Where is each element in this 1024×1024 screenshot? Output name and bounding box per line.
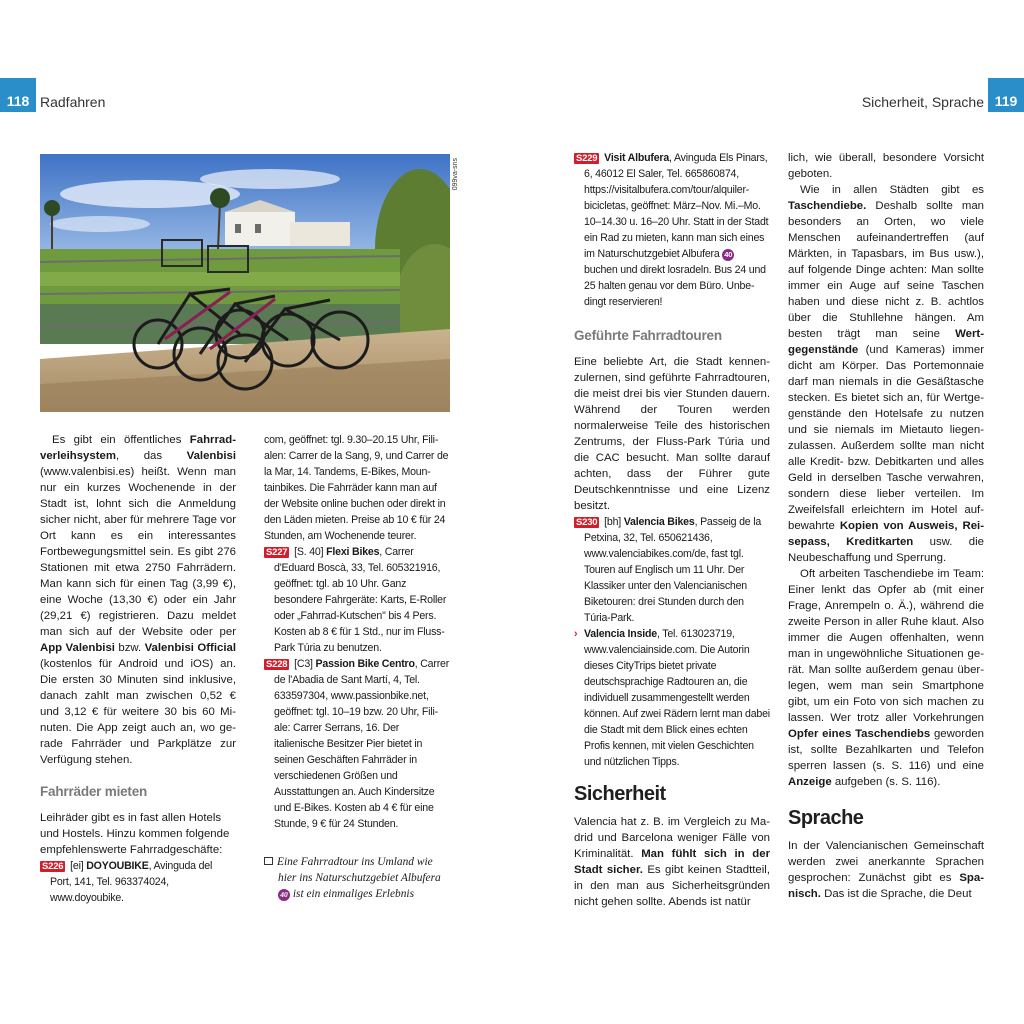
chevron-right-icon: › — [574, 628, 578, 640]
listing-tag: S230 — [576, 517, 598, 528]
text: [S. 40] — [291, 546, 327, 558]
heading-sprache: Sprache — [788, 807, 864, 829]
text: , Avinguda Els Pinars, 6, 46012 El Saler, Tel. 665860874, https://visitalbufera.com/tour/alquiler-bicicletas, geöffnet: März–Nov. Mi.–Mo. 10–14.30 u. 16–20 Uhr. Statt in der Stadt ein Rad zu mieten, kann man sich eines im Naturschutzgebiet Albufera — [584, 152, 769, 260]
paragraph-touren: Eine beliebte Art, die Stadt kennenzulernen, sind geführte Fahrradtouren, die meist drei bis vier Stunden dauern. Während der Touren werden normalerweise Teile des historischen Zentrums, der Fluss-Park Túria und die CAC besucht. Man sollte darauf achten, dass der Führer gute Deutschkenntnisse und eine Lizenz besitzt. — [574, 356, 770, 512]
listing-valencia-inside — [574, 626, 770, 770]
listing-tag: S227 — [266, 547, 288, 558]
map-reference-badge: 40 — [278, 889, 290, 901]
text: ist ein einmaliges Erlebnis — [290, 888, 415, 900]
column-1 — [40, 432, 236, 906]
page-number-text: 118 — [6, 93, 30, 109]
camera-icon — [264, 857, 273, 865]
running-head-right: Sicherheit, Sprache — [861, 94, 984, 110]
text-bold: Fahrradverleihsystem — [40, 434, 236, 462]
listing-227 — [264, 544, 450, 656]
listing-name: Valencia Bikes — [623, 516, 695, 528]
paragraph-taschendiebe — [788, 182, 984, 566]
text: , Avinguda del Port, 141, Tel. 963374024, www.doyoubike. — [50, 860, 213, 904]
page-number-right — [988, 78, 1024, 112]
text: buchen und direkt losradeln. Bus 24 und 25 halten genau vor dem Büro. Unbedingt reservieren! — [584, 264, 766, 308]
text: , Carrer d'Eduard Boscà, 33, Tel. 605321916, geöffnet: tgl. ab 10 Uhr. Ganz besondere Fahrgeräte: Karts, E-Roller oder „Fahrrad-Kutschen" bis 4 Pers. Kosten ab 8 € für 1 Std., nur im Fluss-Park Túria zu benutzen. — [274, 546, 447, 654]
text-bold: Opfer eines Taschendiebs — [788, 728, 931, 740]
text-bold: Spanisch. — [788, 872, 984, 900]
text: Eine Fahrradtour ins Umland wie hier ins Naturschutzgebiet Albufera — [277, 856, 441, 884]
text-bold: Anzeige — [788, 776, 832, 788]
listing-tag: S229 — [576, 153, 598, 164]
text-bold: Man fühlt sich in der Stadt sicher. — [574, 848, 770, 876]
listing-name: Flexi Bikes — [326, 546, 380, 558]
text: (www.valenbisi.es) heißt. Wenn man nur ein kurzes Wochenende in der Stadt ist, lohnt sich die Anmeldung sicher nicht, aber für mehrere Tage vor Ort kann es ein interessantes Fortbewegungsmittel sein. Es gibt 276 Stationen mit etwa 2750 Fahrrädern. Man kann sich für einen Tag (3,99 €), eine Woche (13,30 €) oder ein Jahr (29,21 €) registrieren. Dazu meldet man sich auf der Website oder per — [40, 466, 236, 638]
text: Valencia hat z. B. im Vergleich zu Madrid und Barcelona weniger Fälle von Kriminalität. — [574, 816, 770, 860]
photo-caption — [264, 854, 450, 902]
listing-name: Passion Bike Centro — [315, 658, 415, 670]
text: [ei] — [67, 860, 87, 872]
text: bzw. — [114, 642, 145, 654]
paragraph-vorsicht: lich, wie überall, besondere Vorsicht geboten. — [788, 152, 984, 180]
paragraph-valenbisi — [40, 432, 236, 768]
text: aufgeben (s. S. 116). — [831, 776, 941, 788]
text: Es gibt keinen Stadtteil, in den man aus Sicherheitsgründen nicht gehen sollte. Abends ist natür — [574, 864, 770, 908]
map-reference-badge: 40 — [722, 249, 734, 261]
photo-illustration — [40, 154, 450, 412]
listing-name: Valencia Inside — [584, 628, 657, 640]
text: (und Kameras) immer dicht am Körper. Das Portemonnaie darf man niemals in die Gesäßtasche stecken. Es bietet sich an, für Wertgegenstände den Hotelsafe zu nutzen und sie niemals im Mietauto liegenzulassen. Außerdem sollte man nicht alle Kredit- bzw. Debitkarten und alles Geld in derselben Tasche verwahren, sondern diese lieber verteilen. Im Zweifelsfall erleichtern im Hotel aufbewahrte — [788, 344, 984, 532]
listing-229 — [574, 150, 770, 310]
text-bold: Kopien von Ausweis, Reisepass, Kreditkarten — [788, 520, 984, 548]
listing-228 — [264, 656, 450, 832]
text: , Tel. 613023719, www.valenciainside.com. Die Autorin dieses CityTrips bietet private deutschsprachige Radtouren an, die individuell zusammengestellt werden können. Auf zwei Rädern lernt man dabei die Stadt mit dem Blick eines echten Profis kennen, mit vielen Geschichten und nützlichen Tipps. — [584, 628, 770, 768]
text: Oft arbeiten Taschendiebe im Team: Einer lenkt das Opfer ab (mit einer Frage, Anrempeln o. Ä.), während die zweite Person in aller Ruhe klaut. Also immer die Augen offenhalten, wenn man in ungewöhnliche Situationen gerät. Man sollte außerdem genau überlegen, wem man sein Smartphone gibt, um ein Foto von sich machen zu lassen. Wer trotz aller Vorkehrungen — [788, 568, 984, 724]
bicycles-photo — [40, 154, 450, 412]
column-3 — [574, 150, 770, 910]
text: Wie in allen Städten gibt es — [800, 184, 984, 196]
listing-tag: S228 — [266, 659, 288, 670]
text: geworden ist, sollte Bezahlkarten und Telefon sperren lassen (s. S. 116) und eine — [788, 728, 984, 772]
paragraph-sprache — [788, 838, 984, 902]
running-head-left: Radfahren — [40, 94, 106, 110]
text-bold: Taschendiebe. — [788, 200, 867, 212]
column-4 — [788, 150, 984, 902]
text-bold: Valenbisi Official — [144, 642, 236, 654]
text: Es gibt ein öffentliches — [52, 434, 190, 446]
text: Deshalb sollte man besonders an Orten, wo viele Menschen aufeinandertreffen (auf Märkten, in Tapasbars, im Bus usw.), auf folgende Dinge achten: Man sollte immer ein Auge auf seine Taschen haben und diese nicht z. B. achtlos über die Stuhllehne hängen. Am besten trägt man seine — [788, 200, 984, 340]
page-number-left — [0, 78, 36, 112]
text: [bh] — [601, 516, 624, 528]
heading-fahrraeder-mieten: Fahrräder mieten — [40, 784, 148, 799]
text: , Passeig de la Petxina, 32, Tel. 650621436, www.valenciabikes.com/de, fast tgl. Touren auf Englisch um 11 Uhr. Der Klassiker unter den Valencianischen Biketouren: drei Stunden durch den Túria-Park. — [584, 516, 762, 624]
text: , das — [116, 450, 187, 462]
text: , Carrer de l'Abadia de Sant Martí, 4, Tel. 633597304, www.passionbike.net, geöffnet: tgl. 10–19 bzw. 20 Uhr, Filiale: Carrer Serrans, 16. Der italienische Besitzer Pier bietet in seinen Geschäften Fahrräder in verschiedenen Größen und Ausstattungen an. Auch Kindersitze und E-Bikes. Kosten ab 4 € für eine Stunde, 9 € für 24 Stunden. — [274, 658, 450, 830]
text: Das ist die Sprache, die Deut — [820, 888, 972, 900]
paragraph-leihraeder: Leihräder gibt es in fast allen Hotels und Hostels. Hinzu kommen folgende empfehlenswerte Fahrradgeschäfte: — [40, 812, 230, 856]
text-bold: Valenbisi — [186, 450, 236, 462]
listing-230 — [574, 514, 770, 626]
column-2 — [264, 432, 450, 902]
text-bold: Wertgegenstände — [788, 328, 984, 356]
paragraph-team — [788, 566, 984, 790]
text: In der Valencianischen Gemeinschaft werden zwei anerkannte Sprachen gesprochen: Zunächst gibt es — [788, 840, 984, 884]
text: usw. die Neubeschaffung und Sperrung. — [788, 536, 984, 564]
paragraph-sicherheit — [574, 814, 770, 910]
listing-tag: S226 — [42, 861, 64, 872]
page-number-text: 119 — [994, 93, 1018, 109]
text-bold: App Valenbisi — [40, 642, 115, 654]
listing-226-continued: com, geöffnet: tgl. 9.30–20.15 Uhr, Filialen: Carrer de la Sang, 9, und Carrer de la Mar, 14. Tandems, E-Bikes, Mountainbikes. Die Fahrräder kann man auf der Website online buchen oder direkt in den Läden mieten. Preise ab 10 € für 24 Stunden, am Wochenende teurer. — [264, 434, 449, 542]
text: (kostenlos für Android und iOS) an. Die ersten 30 Minuten sind inklusive, danach zahlt man zwischen 0,52 € und 3,12 € für weitere 30 bis 60 Minuten. Die App zeigt auch an, wo gerade Fahrräder und Parkplätze zur Verfügung stehen. — [40, 658, 236, 766]
heading-gefuehrte-touren: Geführte Fahrradtouren — [574, 328, 722, 343]
photo-credit: 099va-sns — [452, 158, 459, 191]
heading-sicherheit: Sicherheit — [574, 783, 666, 805]
listing-name: DOYOUBIKE — [86, 860, 149, 872]
listing-name: Visit Albufera — [604, 152, 670, 164]
text: [C3] — [291, 658, 316, 670]
listing-226 — [40, 858, 236, 906]
